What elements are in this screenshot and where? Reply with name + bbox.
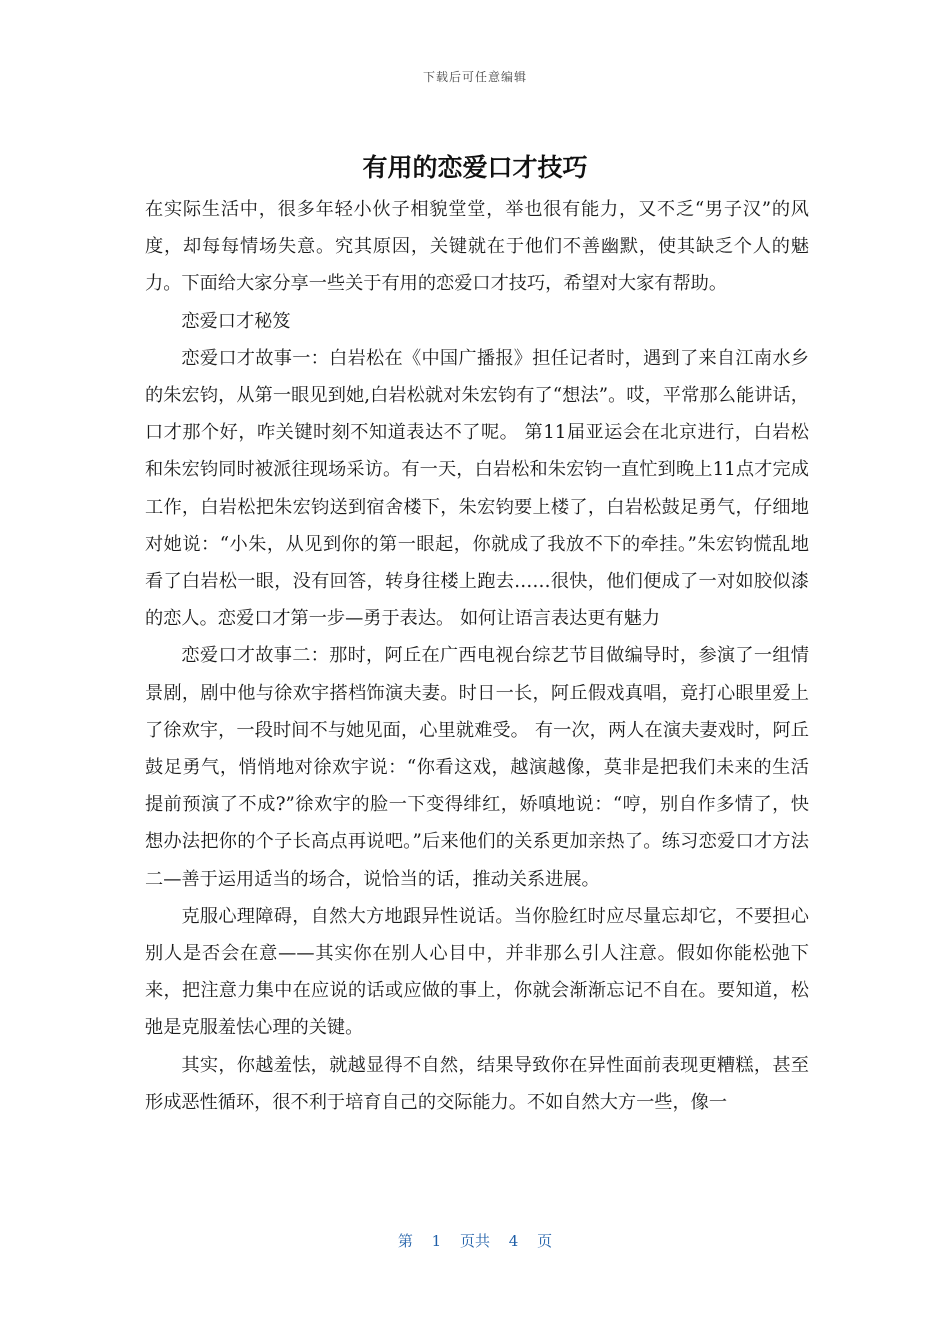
footer-middle: 页共 (459, 1232, 490, 1250)
footer-total-pages: 4 (508, 1232, 519, 1250)
footer-suffix: 页 (537, 1232, 553, 1250)
section-heading: 恋爱口才秘笈 (181, 310, 291, 332)
story-two-paragraph: 恋爱口才故事二：那时，阿丘在广西电视台综艺节目做编导时，参演了一组情景剧，剧中他与徐欢宇搭档饰演夫妻。时日一长，阿丘假戏真唱，竟打心眼里爱上了徐欢宇，一段时间不与她见面，心里就难受。 有一次，两人在演夫妻戏时，阿丘鼓足勇气，悄悄地对徐欢宇说：“你看这戏，越演越像，莫非是把我们未来的生活提前预演了不成?”徐欢宇的脸一下变得绯红，娇嗔地说：“哼，别自作多情了，快想办法把你的个子长高点再说吧。”后来他们的关系更加亲热了。练习恋爱口才方法二—善于运用适当的场合，说恰当的话，推动关系进展。 (145, 645, 809, 890)
story-one-paragraph: 恋爱口才故事一：白岩松在《中国广播报》担任记者时，遇到了来自江南水乡的朱宏钧，从第一眼见到她,白岩松就对朱宏钧有了“想法”。哎，平常那么能讲话，口才那个好，咋关键时刻不知道表达不了呢。 第11届亚运会在北京进行，白岩松和朱宏钧同时被派往现场采访。有一天，白岩松和朱宏钧一直忙到晚上11点才完成工作，白岩松把朱宏钧送到宿舍楼下，朱宏钧要上楼了，白岩松鼓足勇气，仔细地对她说：“小朱，从见到你的第一眼起，你就成了我放不下的牵挂。”朱宏钧慌乱地看了白岩松一眼，没有回答，转身往楼上跑去……很快，他们便成了一对如胶似漆的恋人。恋爱口才第一步—勇于表达。 如何让语言表达更有魅力 (145, 347, 809, 630)
footer-prefix: 第 (397, 1232, 413, 1250)
closing-paragraph: 其实，你越羞怯，就越显得不自然，结果导致你在异性面前表现更糟糕，甚至形成恶性循环，很不利于培育自己的交际能力。不如自然大方一些，像一 (145, 1054, 809, 1113)
footer-page-number: 1 (431, 1232, 442, 1250)
intro-paragraph: 在实际生活中，很多年轻小伙子相貌堂堂，举也很有能力，又不乏“男子汉”的风度，却每每情场失意。究其原因，关键就在于他们不善幽默，使其缺乏个人的魅力。下面给大家分享一些关于有用的恋爱口才技巧，希望对大家有帮助。 (145, 199, 809, 295)
document-title: 有用的恋爱口才技巧 (362, 153, 588, 182)
document-body (145, 191, 809, 1121)
header-note: 下载后可任意编辑 (422, 70, 527, 84)
page-footer (0, 1230, 950, 1251)
shyness-paragraph: 克服心理障碍，自然大方地跟异性说话。当你脸红时应尽量忘却它，不要担心别人是否会在意——其实你在别人心目中，并非那么引人注意。假如你能松弛下来，把注意力集中在应说的话或应做的事上，你就会渐渐忘记不自在。要知道，松弛是克服羞怯心理的关键。 (145, 905, 809, 1039)
